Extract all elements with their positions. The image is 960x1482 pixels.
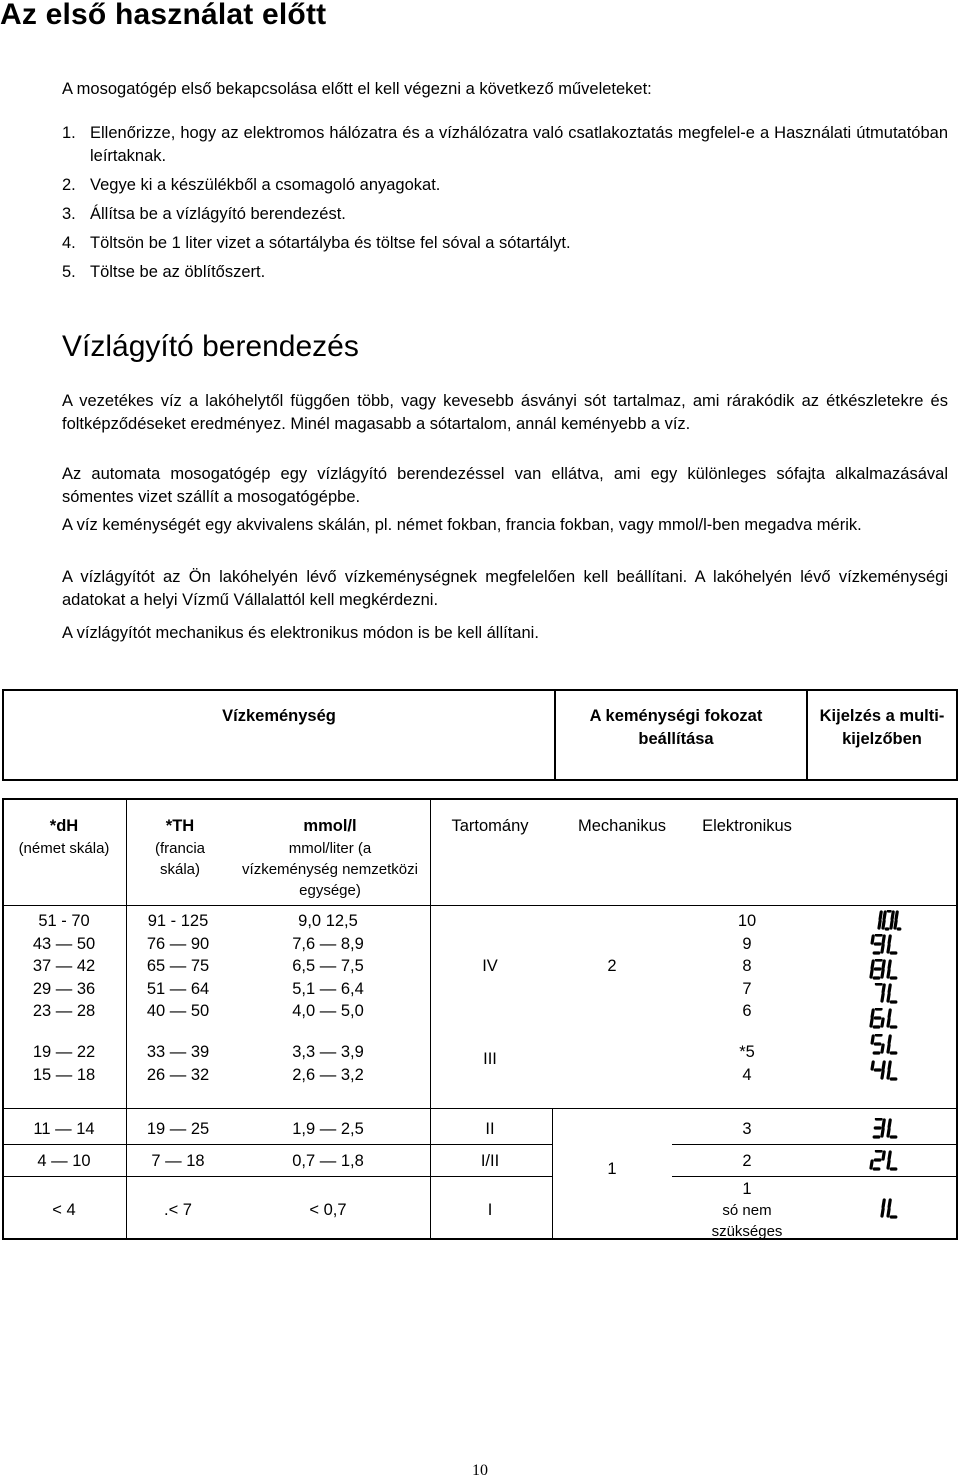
table-row-mmol: 0,7 — 1,8 [292, 1152, 364, 1170]
header-level: A keménységi fokozat beállítása [589, 707, 763, 748]
list-item: 4. Töltsön be 1 liter vizet a sótartályba és töltse fel sóval a sótartályt. [62, 234, 571, 252]
display-4l-icon [868, 1060, 906, 1082]
dh-values-block2: 19 — 22 15 — 18 [32, 1043, 96, 1084]
dh-values-block1: 51 - 70 43 — 50 37 — 42 29 — 36 23 — 28 [32, 912, 96, 1020]
table-row-dh: < 4 [52, 1201, 76, 1219]
paragraph: A vezetékes víz a lakóhelytől függően több, vagy kevesebb ásványi sót tartalmaz, ami rárakódik az étkészletekre és foltképződéseket eredményez. Minél magasabb a sótartalom, annál keményebb a víz. [62, 392, 948, 433]
col-th: *TH (francia skála) [154, 817, 206, 878]
col-electronic: Elektronikus [702, 817, 792, 835]
list-item: 5. Töltse be az öblítőszert. [62, 263, 266, 281]
display-3l-icon [868, 1118, 906, 1140]
header-hardness: Vízkeménység [222, 707, 336, 725]
table-row-range: I/II [480, 1152, 500, 1170]
paragraph: A víz keménységét egy akvivalens skálán, pl. német fokban, francia fokban, vagy mmol/l-ben megadva mérik. [62, 516, 862, 534]
range-block2: III [483, 1050, 497, 1068]
mech-block1: 2 [607, 957, 617, 975]
steps-list [62, 122, 948, 290]
table-row-dh: 4 — 10 [37, 1152, 91, 1170]
elec-values-block2: *5 4 [739, 1043, 755, 1084]
display-9l-icon [868, 934, 906, 956]
elec-values-block1: 10 9 8 7 6 [737, 912, 757, 1020]
table-row-mmol: < 0,7 [309, 1201, 347, 1219]
mech-lower: 1 [607, 1160, 617, 1178]
mmol-values-block1: 9,0 12,5 7,6 — 8,9 6,5 — 7,5 5,1 — 6,4 4,0 — 5,0 [292, 912, 364, 1020]
page-number: 10 [472, 1462, 488, 1479]
list-item: 1. Ellenőrizze, hogy az elektromos hálózatra és a vízhálózatra való csatlakoztatás megfelel-e a Használati útmutatóban leírtaknak. [62, 124, 948, 165]
col-range: Tartomány [451, 817, 529, 835]
table-row-mmol: 1,9 — 2,5 [292, 1120, 364, 1138]
table-row-th: 7 — 18 [151, 1152, 205, 1170]
paragraph: A vízlágyítót az Ön lakóhelyén lévő vízkeménységnek megfelelően kell beállítani. A lakóhelyén lévő vízkeménységi adatokat a helyi Vízmű Vállalattól kell megkérdezni. [62, 568, 948, 609]
header-display: Kijelzés a multi-kijelzőben [819, 707, 945, 748]
th-values-block1: 91 - 125 76 — 90 65 — 75 51 — 64 40 — 50 [146, 912, 210, 1020]
display-5l-icon [868, 1034, 906, 1056]
col-mmol: mmol/l mmol/liter (a vízkeménység nemzetközi egysége) [242, 817, 418, 899]
table-row-th: .< 7 [164, 1201, 192, 1219]
display-7l-icon [868, 983, 906, 1005]
table-row-elec: 3 [742, 1120, 752, 1138]
col-dh: *dH (német skála) [18, 817, 110, 857]
th-values-block2: 33 — 39 26 — 32 [146, 1043, 210, 1084]
list-item: 3. Állítsa be a vízlágyító berendezést. [62, 205, 346, 223]
page-title: Az első használat előtt [0, 0, 327, 31]
section-title: Vízlágyító berendezés [62, 330, 359, 363]
table-row-elec: 2 [742, 1152, 752, 1170]
intro-text: A mosogatógép első bekapcsolása előtt el kell végezni a következő műveleteket: [62, 80, 652, 98]
display-6l-icon [868, 1008, 906, 1030]
table-header [2, 689, 958, 781]
display-10l-icon [868, 910, 906, 932]
table-row-dh: 11 — 14 [33, 1120, 95, 1138]
paragraph: Az automata mosogatógép egy vízlágyító berendezéssel van ellátva, ami egy különleges sófajta alkalmazásával sómentes vizet szállít a mosogatógépbe. [62, 465, 948, 506]
display-8l-icon [868, 959, 906, 981]
display-2l-icon [868, 1150, 906, 1172]
paragraph: A vízlágyítót mechanikus és elektronikus módon is be kell állítani. [62, 624, 539, 642]
table-row-th: 19 — 25 [146, 1120, 210, 1138]
range-block1: IV [482, 957, 498, 975]
table-row-range: I [487, 1201, 493, 1219]
table-row-elec: 1 só nem szükséges [711, 1180, 783, 1240]
mmol-values-block2: 3,3 — 3,9 2,6 — 3,2 [292, 1043, 364, 1084]
list-item: 2. Vegye ki a készülékből a csomagoló anyagokat. [62, 176, 441, 194]
display-1l-icon [868, 1198, 906, 1220]
col-mechanical: Mechanikus [577, 817, 667, 835]
table-row-range: II [485, 1120, 495, 1138]
